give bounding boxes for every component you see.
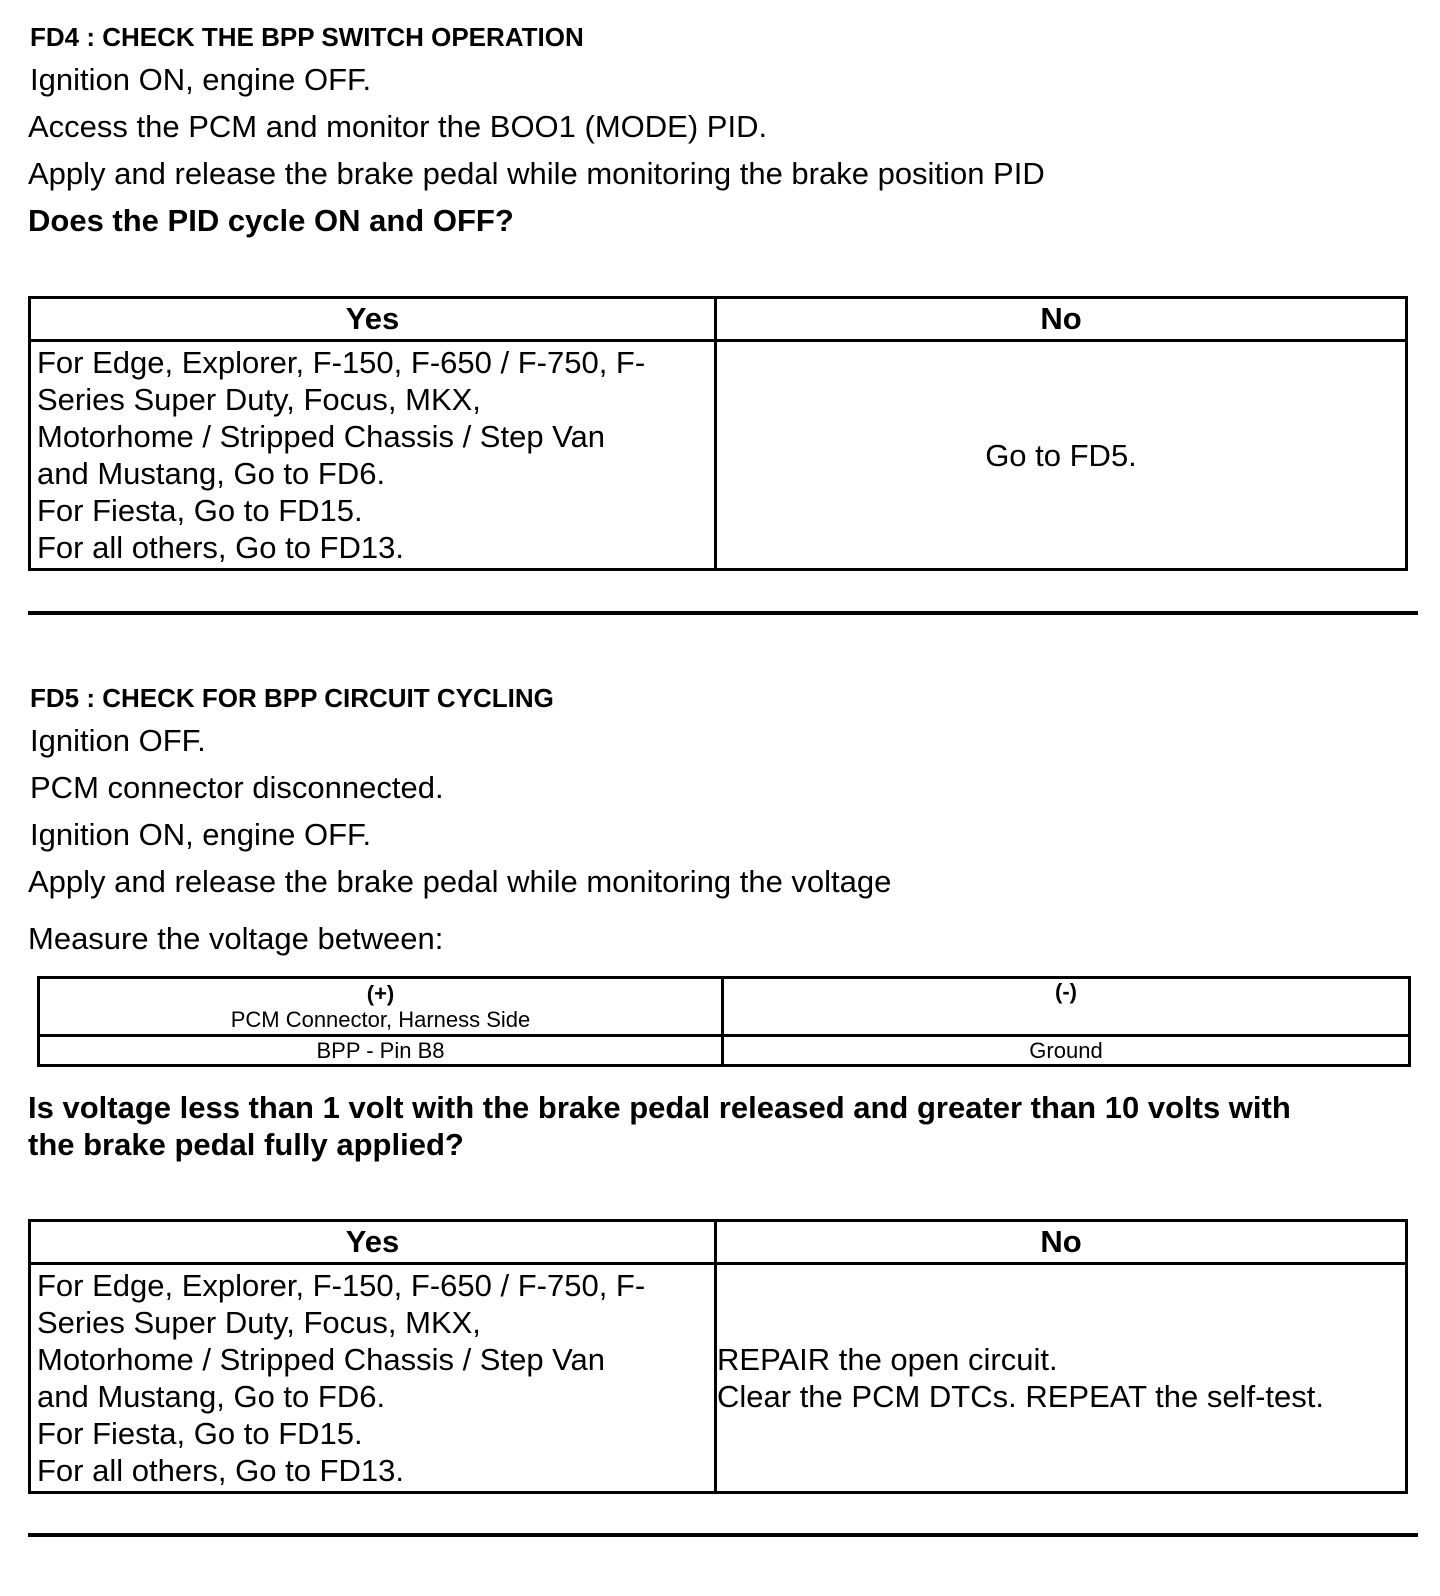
measure-minus-sign: (-) — [1055, 979, 1077, 1004]
fd5-question-line: Is voltage less than 1 volt with the brake pedal released and greater than 10 volts with — [28, 1090, 1291, 1125]
fd4-step-2: Access the PCM and monitor the BOO1 (MODE) PID. — [28, 109, 768, 144]
fd4-yes-line: Series Super Duty, Focus, MKX, — [37, 382, 481, 417]
fd5-no-line: REPAIR the open circuit. — [717, 1342, 1058, 1377]
fd4-yes-line: For Fiesta, Go to FD15. — [37, 493, 363, 528]
fd4-no-text: Go to FD5. — [985, 437, 1137, 473]
fd5-step-2: PCM connector disconnected. — [30, 770, 444, 805]
fd4-yes-cell — [30, 341, 716, 570]
fd5-yes-line: For Edge, Explorer, F-150, F-650 / F-750, F- — [37, 1268, 646, 1303]
fd5-result-table — [28, 1219, 1408, 1494]
fd5-yes-line: Series Super Duty, Focus, MKX, — [37, 1305, 481, 1340]
fd5-yes-line: For Fiesta, Go to FD15. — [37, 1416, 363, 1451]
fd4-no-cell — [716, 341, 1407, 570]
measure-plus-value: BPP - Pin B8 — [39, 1036, 723, 1066]
fd5-yes-cell — [30, 1264, 716, 1493]
fd5-no-header: No — [716, 1221, 1407, 1264]
fd5-measure-label: Measure the voltage between: — [28, 921, 444, 956]
measure-minus-value: Ground — [723, 1036, 1410, 1066]
fd4-result-table — [28, 296, 1408, 571]
fd4-step-1: Ignition ON, engine OFF. — [30, 62, 372, 97]
fd4-no-header: No — [716, 298, 1407, 341]
fd4-step-3: Apply and release the brake pedal while monitoring the brake position PID — [28, 156, 1045, 191]
fd4-yes-line: For all others, Go to FD13. — [37, 530, 404, 565]
fd5-no-line: Clear the PCM DTCs. REPEAT the self-test. — [717, 1379, 1324, 1414]
fd4-heading: FD4 : CHECK THE BPP SWITCH OPERATION — [30, 22, 584, 52]
fd5-step-4: Apply and release the brake pedal while monitoring the voltage — [28, 864, 892, 899]
section-divider — [28, 611, 1418, 615]
fd5-step-1: Ignition OFF. — [30, 723, 206, 758]
fd5-question — [28, 1089, 1291, 1163]
measure-plus-sign: (+) — [366, 980, 395, 1006]
fd5-yes-header: Yes — [30, 1221, 716, 1264]
fd5-yes-line: and Mustang, Go to FD6. — [37, 1379, 386, 1414]
fd4-yes-line: and Mustang, Go to FD6. — [37, 456, 386, 491]
fd5-step-3: Ignition ON, engine OFF. — [30, 817, 372, 852]
fd5-no-cell — [716, 1264, 1407, 1493]
measure-minus-header — [723, 978, 1410, 1036]
fd5-yes-line: For all others, Go to FD13. — [37, 1453, 404, 1488]
fd4-yes-line: Motorhome / Stripped Chassis / Step Van — [37, 419, 606, 454]
fd4-yes-header: Yes — [30, 298, 716, 341]
fd5-measure-table — [37, 976, 1411, 1067]
fd5-question-line: the brake pedal fully applied? — [28, 1127, 464, 1162]
fd4-question: Does the PID cycle ON and OFF? — [28, 203, 514, 238]
fd5-heading: FD5 : CHECK FOR BPP CIRCUIT CYCLING — [30, 683, 554, 713]
fd5-yes-line: Motorhome / Stripped Chassis / Step Van — [37, 1342, 606, 1377]
measure-plus-label: PCM Connector, Harness Side — [230, 1006, 531, 1032]
section-divider — [28, 1533, 1418, 1537]
fd4-yes-line: For Edge, Explorer, F-150, F-650 / F-750, F- — [37, 345, 646, 380]
measure-plus-header — [39, 978, 723, 1036]
